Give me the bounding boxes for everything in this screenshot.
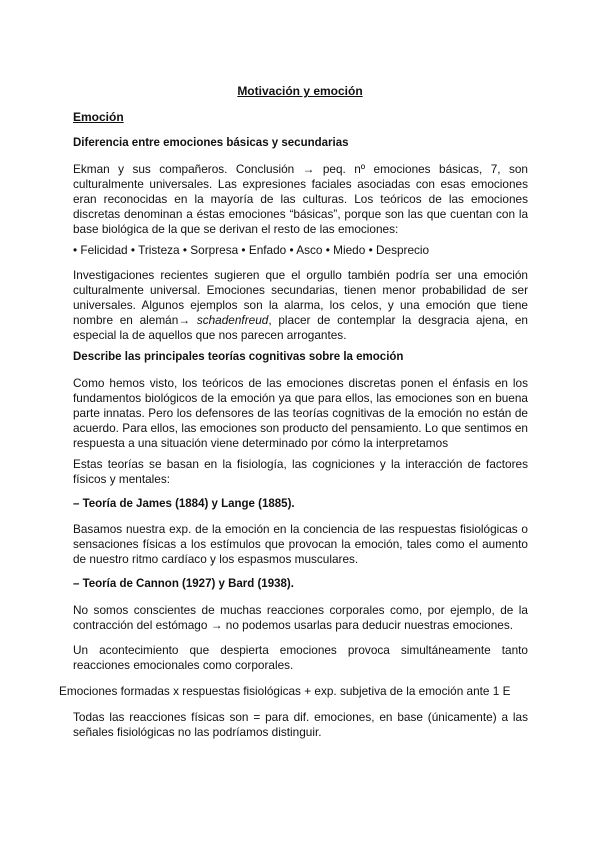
theory-cannon-bard: – Teoría de Cannon (1927) y Bard (1938). <box>73 578 294 590</box>
section-heading: Emoción <box>73 110 124 124</box>
paragraph-secondary-start: Investigaciones recientes sugieren que el orgullo también podría ser una emoción culturalmente universal. Emociones secundarias, tienen menor probabilidad de ser universales. Algunos ejemplos son la alarma, los celos, y una emoción que tiene nombre en alemán→ <box>73 268 528 327</box>
formula-line: Emociones formadas x respuestas fisiológicas + exp. subjetiva de la emoción ante 1 E <box>59 684 511 698</box>
paragraph-bases: Estas teorías se basan en la fisiología, las cogniciones y la interacción de factores físicos y mentales: <box>73 457 528 486</box>
paragraph-physical-reactions: Todas las reacciones físicas son = para dif. emociones, en base (únicamente) a las señales fisiológicas no las podríamos distinguir. <box>73 710 528 739</box>
paragraph-simultaneous: Un acontecimiento que despierta emociones provoca simultáneamente tanto reacciones emocionales como corporales. <box>73 643 528 672</box>
subheading-basic-secondary: Diferencia entre emociones básicas y secundarias <box>73 137 349 149</box>
paragraph-cognitive: Como hemos visto, los teóricos de las emociones discretas ponen el énfasis en los fundamentos biológicos de la emoción ya que para ellos, las emociones son en buena parte innatas. Pero los defensores de las teorías cognitivas de la emoción no están de acuerdo. Para ellos, las emociones son producto del pensamiento. Lo que sentimos en respuesta a una situación viene determinado por cómo la interpretamos <box>73 376 528 450</box>
page-title: Motivación y emoción <box>237 84 363 98</box>
paragraph-secondary-end: , placer de contemplar la desgracia ajena, en especial la de aquellos que nos parecen arrogantes. <box>73 312 528 342</box>
theory-james-lange: – Teoría de James (1884) y Lange (1885). <box>73 498 295 510</box>
paragraph-ekman: Ekman y sus compañeros. Conclusión → peq. nº emociones básicas, 7, son culturalmente universales. Las expresiones faciales asociadas con esas emociones eran reconocidas en la mayoría de las culturas. Los teóricos de las emociones discretas denominan a éstas emociones “básicas”, porque son las que cuentan con la base biológica de la que se derivan el resto de las emociones: <box>73 162 528 236</box>
paragraph-secondary-emotions <box>73 268 528 343</box>
paragraph-stomach: No somos conscientes de muchas reacciones corporales como, por ejemplo, de la contracción del estómago → no podemos usarlas para deducir nuestras emociones. <box>73 603 528 632</box>
emotions-list: • Felicidad • Tristeza • Sorpresa • Enfado • Asco • Miedo • Desprecio <box>73 243 430 257</box>
german-term: schadenfreud <box>196 312 269 327</box>
subheading-cognitive-theories: Describe las principales teorías cognitivas sobre la emoción <box>73 351 404 363</box>
paragraph-james-lange: Basamos nuestra exp. de la emoción en la conciencia de las respuestas fisiológicas o sensaciones físicas a los estímulos que provocan la emoción, tales como el aumento de nuestro ritmo cardíaco y los espasmos musculares. <box>73 522 528 566</box>
